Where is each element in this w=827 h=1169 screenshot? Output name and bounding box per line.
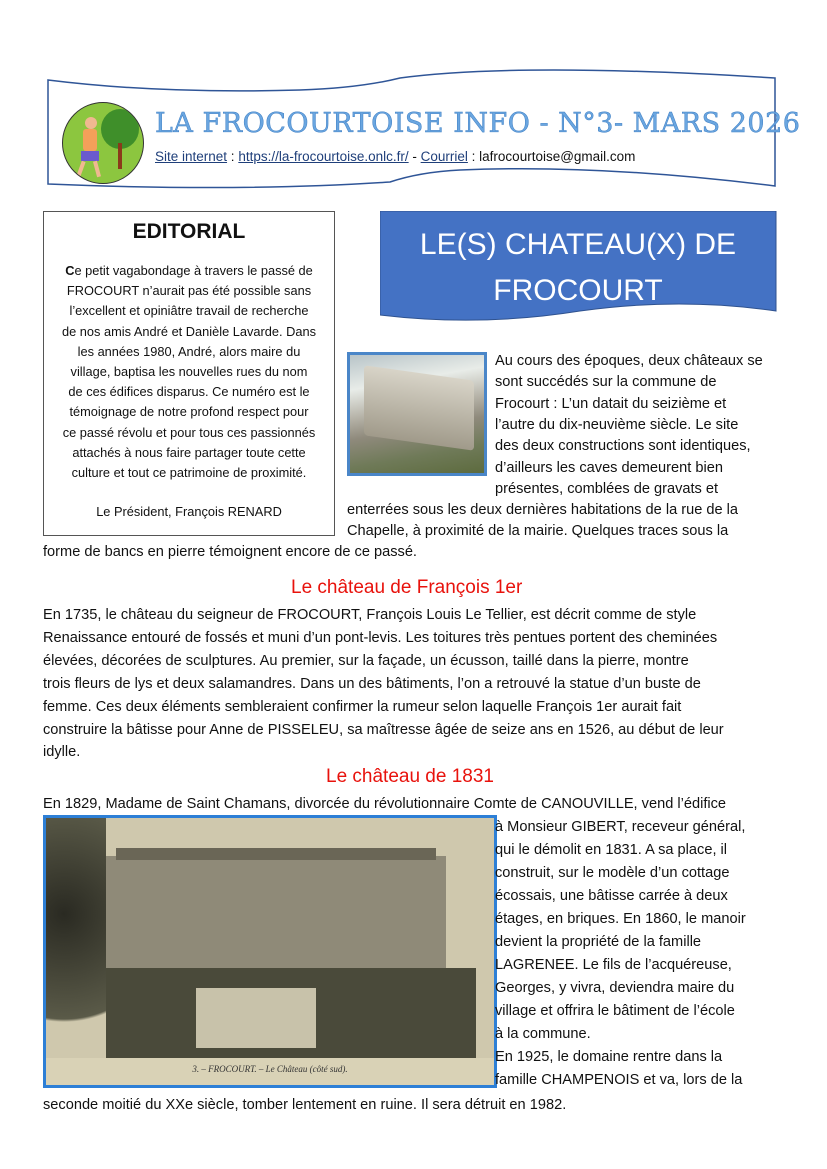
- text-line: qui le démolit en 1831. A sa place, il: [495, 842, 728, 858]
- text-line: attachés à nous faire partager toute cette: [72, 444, 306, 460]
- text-line: Ce petit vagabondage à travers le passé de: [65, 263, 313, 278]
- separator: :: [467, 149, 480, 164]
- text-line: Chapelle, à proximité de la mairie. Quelques traces sous la: [347, 523, 729, 540]
- chateau-postcard-photo: [43, 815, 497, 1088]
- text-line: trois fleurs de lys et deux salamandres. Dans un des bâtiments, l’on a retrouvé la statue d’un buste de: [43, 675, 701, 692]
- text-line: FROCOURT n’aurait pas été possible sans: [66, 283, 312, 299]
- text-line: forme de bancs en pierre témoignent encore de ce passé.: [43, 544, 417, 560]
- main-title-line: FROCOURT: [493, 274, 663, 307]
- text-line: écossais, une bâtisse carrée à deux: [495, 888, 728, 904]
- text-line: construit, sur le modèle d’un cottage: [495, 865, 730, 881]
- text-line: village, baptisa les nouvelles rues du nom: [70, 364, 308, 379]
- text-line: En 1925, le domaine rentre dans la: [495, 1049, 723, 1065]
- text-line: étages, en briques. En 1860, le manoir: [495, 911, 746, 927]
- text-line: culture et tout ce patrimoine de proximité.: [71, 465, 307, 480]
- text-line: présentes, comblées de gravats et: [495, 480, 719, 497]
- text-line: à la commune.: [495, 1026, 591, 1042]
- site-link[interactable]: https://la-frocourtoise.onlc.fr/: [238, 149, 409, 164]
- text-line: de ces édifices disparus. Ce numéro est le: [68, 384, 310, 400]
- main-title-line: LE(S) CHATEAU(X) DE: [419, 228, 737, 261]
- newsletter-title: LA FROCOURTOISE INFO - N°3- MARS 2026: [155, 108, 801, 139]
- contact-line: [155, 149, 635, 164]
- separator: :: [227, 149, 239, 164]
- text-line: Frocourt : L’un datait du seizième et: [495, 395, 727, 412]
- text-line: des deux constructions sont identiques,: [495, 438, 751, 455]
- text-line: les années 1980, André, alors maire du: [77, 343, 301, 359]
- section-heading: Le château de 1831: [326, 766, 494, 787]
- text-line: famille CHAMPENOIS et va, lors de la: [495, 1072, 743, 1088]
- stone-bench-photo: [347, 352, 487, 476]
- text-line: En 1829, Madame de Saint Chamans, divorcée du révolutionnaire Comte de CANOUVILLE, vend l’édifice: [43, 796, 727, 812]
- text-line: construire la bâtisse pour Anne de PISSELEU, sa maîtresse âgée de seize ans en 1526, au début de leur: [43, 721, 724, 738]
- mail-label: Courriel: [420, 149, 468, 164]
- text-line: village et offrira le bâtiment de l’école: [495, 1003, 735, 1019]
- photo-caption: 3. – FROCOURT. – Le Château (côté sud).: [192, 1064, 348, 1074]
- text-line: idylle.: [43, 744, 81, 761]
- text-line: enterrées sous les deux dernières habitations de la rue de la: [347, 502, 739, 518]
- text-line: En 1735, le château du seigneur de FROCOURT, François Louis Le Tellier, est décrit comme de style: [43, 607, 697, 623]
- logo: [62, 102, 144, 184]
- text-line: à Monsieur GIBERT, receveur général,: [495, 819, 746, 835]
- text-line: d’ailleurs les caves demeurent bien: [495, 459, 723, 476]
- text-line: l’autre du dix-neuvième siècle. Le site: [495, 416, 739, 433]
- editorial-title: EDITORIAL: [132, 220, 246, 243]
- text-line: devient la propriété de la famille: [495, 934, 702, 950]
- text-line: Au cours des époques, deux châteaux se: [495, 353, 763, 369]
- text-line: Georges, y vivra, deviendra maire du: [495, 980, 735, 996]
- text-line: de nos amis André et Danièle Lavarde. Dans: [62, 323, 316, 339]
- main-title: [380, 222, 776, 314]
- text-line: ce passé révolu et pour tous ces passionnés: [62, 424, 316, 440]
- text-line: sont succédés sur la commune de: [495, 374, 717, 391]
- text-line: femme. Ces deux éléments sembleraient confirmer la rumeur selon laquelle François 1er aurait fait: [43, 698, 682, 715]
- editorial-signature: Le Président, François RENARD: [96, 504, 282, 519]
- separator: -: [408, 149, 421, 164]
- text-line: LAGRENEE. Le fils de l’acquéreuse,: [495, 957, 732, 973]
- site-label: Site internet: [155, 149, 228, 164]
- text-line: Renaissance entouré de fossés et muni d’un pont-levis. Les toitures très pentues portent des cheminées: [43, 629, 718, 646]
- text-line: témoignage de notre profond respect pour: [69, 404, 309, 420]
- text-line: seconde moitié du XXe siècle, tomber lentement en ruine. Il sera détruit en 1982.: [43, 1097, 567, 1113]
- text-line: l’excellent et opiniâtre travail de recherche: [69, 303, 309, 319]
- section-heading: Le château de François 1er: [291, 577, 523, 598]
- text-line: élevées, décorées de sculptures. Au premier, sur la façade, un écusson, taillé dans la pierre, montre: [43, 652, 689, 669]
- email-link[interactable]: lafrocourtoise@gmail.com: [479, 149, 636, 164]
